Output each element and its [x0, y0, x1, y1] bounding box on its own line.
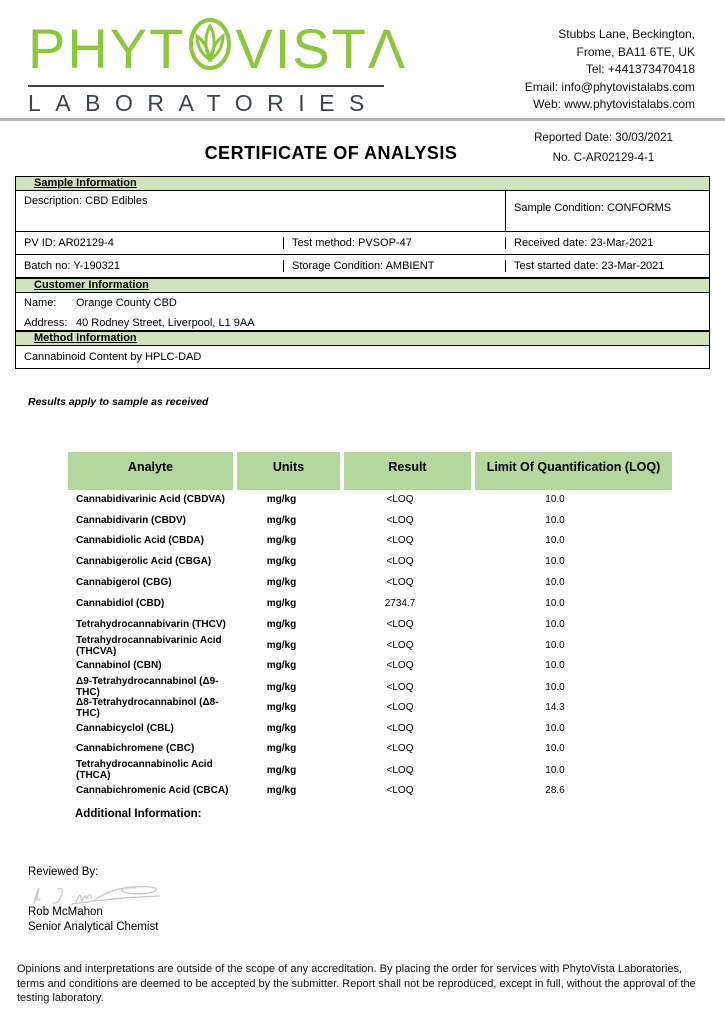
analyte-cell: Tetrahydrocannabivarin (THCV): [76, 618, 226, 630]
analyte-cell: Tetrahydrocannabivarinic Acid (THCVA): [76, 634, 222, 657]
contact-web: Web: www.phytovistalabs.com: [533, 97, 695, 111]
results-table-row: [68, 572, 672, 593]
analyte-cell: Cannabichromene (CBC): [76, 743, 195, 755]
results-table-row: [68, 635, 672, 656]
result-cell: <LOQ: [386, 785, 414, 797]
units-cell: mg/kg: [266, 743, 297, 755]
units-cell: mg/kg: [266, 722, 297, 734]
reviewer-name: Rob McMahon: [28, 906, 103, 918]
contact-email: Email: info@phytovistalabs.com: [524, 79, 695, 94]
loq-cell: 28.6: [545, 785, 565, 797]
customer-address: 40 Rodney Street, Liverpool, L1 9AA: [76, 317, 255, 329]
analyte-cell: Cannabinol (CBN): [76, 660, 162, 672]
batch-no: Batch no: Y-190321: [16, 260, 284, 272]
result-cell: <LOQ: [386, 743, 414, 755]
method-row: [15, 346, 710, 369]
result-cell: <LOQ: [386, 618, 414, 630]
column-header-result: Result: [344, 452, 471, 490]
loq-cell: 10.0: [545, 722, 565, 734]
units-cell: mg/kg: [266, 597, 297, 609]
column-header-units: Units: [237, 452, 340, 490]
loq-cell: 10.0: [545, 514, 565, 526]
loq-cell: 10.0: [545, 640, 565, 652]
units-cell: mg/kg: [266, 764, 297, 776]
test-started-date: Test started date: 23-Mar-2021: [514, 260, 665, 272]
units-cell: mg/kg: [266, 514, 297, 526]
analyte-cell: Δ8-Tetrahydrocannabinol (Δ8-THC): [76, 696, 219, 719]
storage-condition: Storage Condition: AMBIENT: [284, 260, 506, 272]
sample-ids-row: [15, 232, 710, 255]
section-header-customer-information: Customer Information: [15, 278, 710, 293]
sample-description: Description: CBD Edibles: [16, 191, 506, 231]
sample-batch-row: [15, 255, 710, 278]
logo-text-vist: VIST: [235, 16, 368, 80]
column-header-analyte: Analyte: [68, 452, 233, 490]
result-cell: <LOQ: [386, 493, 414, 505]
logo-text-phyt: PHYT: [28, 16, 186, 80]
analyte-cell: Cannabigerolic Acid (CBGA): [76, 556, 212, 568]
phytovista-logo: [28, 16, 408, 117]
customer-address-line: [16, 316, 709, 329]
results-table-row: [68, 531, 672, 552]
units-cell: mg/kg: [266, 640, 297, 652]
contact-address-line1: Stubbs Lane, Beckington,: [558, 27, 695, 41]
results-table-row: [68, 759, 672, 780]
info-tables: [15, 176, 710, 369]
result-cell: 2734.7: [384, 597, 416, 609]
units-cell: mg/kg: [266, 660, 297, 672]
sample-condition: Sample Condition: CONFORMS: [514, 202, 672, 214]
loq-cell: 10.0: [545, 764, 565, 776]
loq-cell: 10.0: [545, 535, 565, 547]
results-table-row: [68, 780, 672, 801]
customer-name-line: [16, 296, 709, 309]
footer-disclaimer: Opinions and interpretations are outside of the scope of any accreditation. By placing the order for services with PhytoVista Laboratories, terms and conditions are deemed to be accepted by the submitter. Report shall not be reproduced, except in full, without the approval of the testing laboratory.: [17, 963, 696, 1004]
result-cell: <LOQ: [386, 660, 414, 672]
lab-contact-info: [525, 26, 695, 114]
column-header-loq: Limit Of Quantification (LOQ): [475, 452, 672, 490]
customer-address-label: Address:: [24, 317, 68, 329]
loq-cell: 10.0: [545, 577, 565, 589]
units-cell: mg/kg: [266, 681, 297, 693]
analyte-cell: Cannabichromenic Acid (CBCA): [76, 785, 229, 797]
results-table-row: [68, 718, 672, 739]
analyte-cell: Cannabidiolic Acid (CBDA): [76, 535, 204, 547]
pv-id: PV ID: AR02129-4: [16, 237, 284, 249]
section-header-sample-information: Sample Information: [15, 176, 710, 191]
customer-name: Orange County CBD: [76, 297, 177, 309]
logo-text-a: Λ: [367, 16, 408, 80]
contact-address-line2: Frome, BA11 6TE, UK: [576, 44, 695, 59]
units-cell: mg/kg: [266, 577, 297, 589]
loq-cell: 10.0: [545, 597, 565, 609]
analyte-cell: Cannabidivarin (CBDV): [76, 514, 187, 526]
received-date: Received date: 23-Mar-2021: [514, 237, 654, 249]
loq-cell: 10.0: [545, 618, 565, 630]
reviewer-title: Senior Analytical Chemist: [28, 921, 159, 933]
loq-cell: 10.0: [545, 660, 565, 672]
loq-cell: 10.0: [545, 556, 565, 568]
reviewed-by-label: Reviewed By:: [28, 866, 99, 878]
section-header-method-information: Method Information: [15, 331, 710, 346]
logo-subtitle: LABORATORIES: [28, 90, 379, 116]
sample-description-row: [15, 191, 710, 232]
units-cell: mg/kg: [266, 493, 297, 505]
method-description: Cannabinoid Content by HPLC-DAD: [24, 351, 202, 363]
results-table-row: [68, 739, 672, 760]
contact-phone: Tel: +441373470418: [585, 62, 695, 76]
analyte-cell: Cannabigerol (CBG): [76, 577, 172, 589]
results-table-row: [68, 676, 672, 697]
results-table-row: [68, 510, 672, 531]
additional-information-label: Additional Information:: [75, 808, 202, 820]
result-cell: <LOQ: [386, 577, 414, 589]
results-table-body: [68, 489, 672, 801]
test-method: Test method: PVSOP-47: [284, 237, 506, 249]
units-cell: mg/kg: [266, 556, 297, 568]
result-cell: <LOQ: [386, 640, 414, 652]
results-table-row: [68, 551, 672, 572]
result-cell: <LOQ: [386, 556, 414, 568]
result-cell: <LOQ: [386, 535, 414, 547]
analyte-cell: Cannabidiol (CBD): [76, 597, 165, 609]
result-cell: <LOQ: [386, 764, 414, 776]
report-number: No. C-AR02129-4-1: [552, 152, 655, 164]
units-cell: mg/kg: [266, 785, 297, 797]
logo-divider: [28, 85, 384, 87]
customer-name-label: Name:: [24, 297, 57, 309]
results-table-row: [68, 489, 672, 510]
loq-cell: 10.0: [545, 681, 565, 693]
analyte-cell: Tetrahydrocannabinolic Acid (THCA): [76, 759, 213, 782]
analyte-cell: Cannabidivarinic Acid (CBDVA): [76, 493, 225, 505]
units-cell: mg/kg: [266, 618, 297, 630]
analyte-cell: Δ9-Tetrahydrocannabinol (Δ9-THC): [76, 676, 219, 699]
results-table-row: [68, 697, 672, 718]
results-table-row: [68, 614, 672, 635]
loq-cell: 10.0: [545, 493, 565, 505]
results-table-row: [68, 655, 672, 676]
result-cell: <LOQ: [386, 702, 414, 714]
logo-wordmark: [28, 16, 408, 81]
loq-cell: 10.0: [545, 743, 565, 755]
results-table-header: [68, 452, 672, 490]
result-cell: <LOQ: [386, 722, 414, 734]
result-cell: <LOQ: [386, 681, 414, 693]
customer-details: [15, 293, 710, 331]
results-note: Results apply to sample as received: [28, 396, 209, 408]
results-table-row: [68, 593, 672, 614]
page-title: CERTIFICATE OF ANALYSIS: [204, 143, 458, 163]
result-cell: <LOQ: [386, 514, 414, 526]
units-cell: mg/kg: [266, 535, 297, 547]
analyte-cell: Cannabicyclol (CBL): [76, 722, 174, 734]
header-divider: [0, 118, 725, 121]
reported-date: Reported Date: 30/03/2021: [534, 132, 673, 144]
leaf-in-circle-icon: [187, 16, 233, 81]
loq-cell: 14.3: [545, 702, 565, 714]
units-cell: mg/kg: [266, 702, 297, 714]
